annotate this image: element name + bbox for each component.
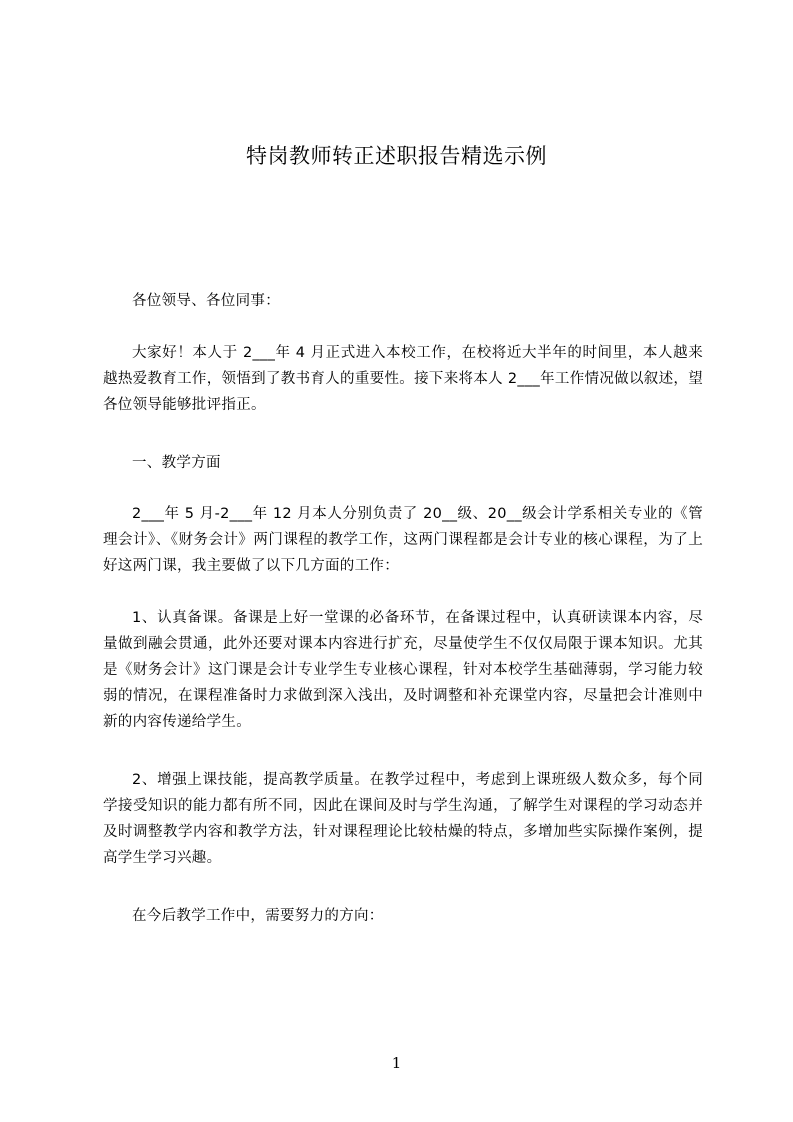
item1-paragraph: 1、认真备课。备课是上好一堂课的必备环节，在备课过程中，认真研读课本内容，尽量做到融会贯通，此外还要对课本内容进行扩充，尽量使学生不仅仅局限于课本知识。尤其是《财务会计》这门课是会计专业学生专业核心课程，针对本校学生基础薄弱，学习能力较弱的情况，在课程准备时力求做到深入浅出，及时调整和补充课堂内容，尽量把会计准则中新的内容传递给学生。: [103, 610, 703, 730]
page-number: 1: [391, 1054, 402, 1072]
future-direction-paragraph: 在今后教学工作中，需要努力的方向：: [132, 908, 384, 924]
item2-paragraph: 2、增强上课技能，提高教学质量。在教学过程中，考虑到上课班级人数众多，每个同学接受知识的能力都有所不同，因此在课间及时与学生沟通，了解学生对课程的学习动态并及时调整教学内容和教学方法，针对课程理论比较枯燥的特点，多增加些实际操作案例，提高学生学习兴趣。: [103, 772, 703, 866]
section-heading: 一、教学方面: [132, 455, 221, 471]
courses-paragraph: 2___年 5 月-2___年 12 月本人分别负责了 20__级、20__级会计学系相关专业的《管理会计》、《财务会计》两门课程的教学工作，这两门课程都是会计专业的核心课程，为了上好这两门课，我主要做了以下几方面的工作：: [103, 506, 703, 574]
document-title: 特岗教师转正述职报告精选示例: [246, 144, 547, 168]
salutation: 各位领导、各位同事：: [132, 293, 280, 309]
intro-paragraph: 大家好！本人于 2___年 4 月正式进入本校工作，在校将近大半年的时间里，本人越来越热爱教育工作，领悟到了教书育人的重要性。接下来将本人 2___年工作情况做以叙述，望各位领导能够批评指正。: [103, 345, 703, 413]
